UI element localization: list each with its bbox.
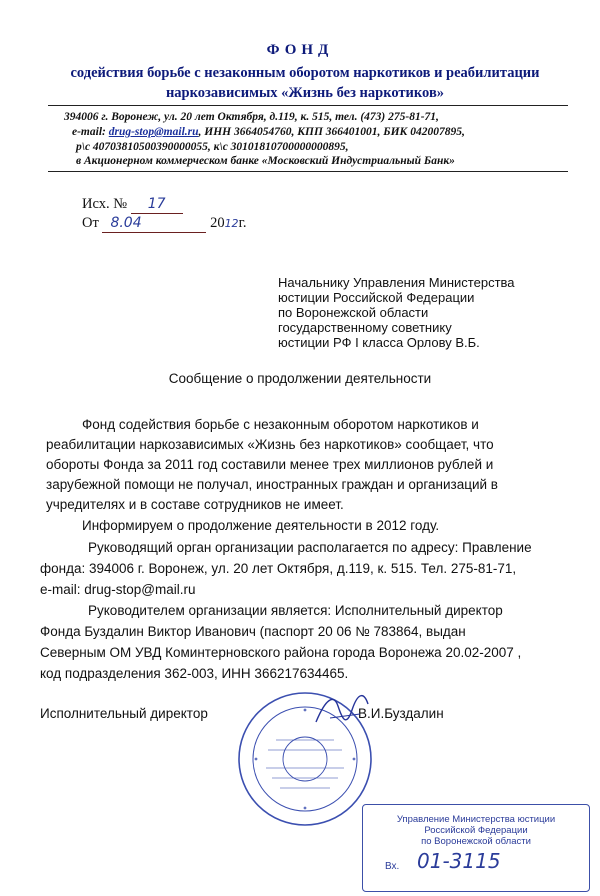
outgoing-number: Исх. № 17: [82, 196, 183, 214]
outgoing-date-value: 8.04: [110, 215, 142, 231]
incoming-registration-stamp: [362, 804, 590, 892]
stamp-incoming-label: Вх.: [385, 861, 400, 872]
fund-title: ФОНД: [266, 42, 334, 58]
addressee-line4: государственному советнику: [278, 320, 452, 335]
body-line1: Фонд содействия борьбе с незаконным оборотом наркотиков и: [82, 417, 479, 432]
body-line13: код подразделения 362-003, ИНН 366217634465.: [40, 666, 349, 681]
handwritten-signature: [312, 688, 372, 732]
addressee-line3: по Воронежской области: [278, 305, 429, 320]
body-line12: Северным ОМ УВД Коминтерновского района города Воронежа 20.02-2007 ,: [40, 645, 522, 660]
outgoing-year-hand: 12: [224, 217, 239, 230]
body-line7: Руководящий орган организации располагается по адресу: Правление: [88, 540, 532, 555]
signature-name: В.И.Буздалин: [358, 706, 444, 721]
stamp-line1: Управление Министерства юстиции: [396, 814, 556, 825]
outgoing-date: От 8.04 2012г.: [82, 215, 247, 231]
stamp-line3: по Воронежской области: [421, 836, 531, 847]
fund-subtitle-line1: содействия борьбе с незаконным оборотом наркотиков и реабилитации: [70, 65, 540, 81]
addressee-line5: юстиции РФ I класса Орлову В.Б.: [278, 335, 480, 350]
stamp-incoming-number: 01-3115: [417, 849, 501, 873]
body-line4: зарубежной помощи не получал, иностранных граждан и организаций в: [46, 477, 498, 492]
letter-subject: Сообщение о продолжении деятельности: [168, 371, 432, 386]
body-line11: Фонда Буздалин Виктор Иванович (паспорт 20 06 № 783864, выдан: [40, 624, 466, 639]
signature-position: Исполнительный директор: [40, 706, 208, 721]
body-line9: e-mail: drug-stop@mail.ru: [40, 582, 196, 597]
outgoing-number-value: 17: [147, 196, 166, 212]
requisites-bank-ids: e-mail: drug-stop@mail.ru, ИНН 3664054760, КПП 366401001, БИК 042007895,: [72, 126, 465, 138]
header-rule: [48, 105, 568, 106]
stamp-line2: Российской Федерации: [424, 825, 528, 836]
fund-subtitle-line2: наркозависимых «Жизнь без наркотиков»: [165, 85, 445, 101]
body-line3: обороты Фонда за 2011 год составили менее трех миллионов рублей и: [46, 457, 494, 472]
body-line5: учредителях и в составе сотрудников не имеет.: [46, 497, 344, 512]
body-line6: Информируем о продолжение деятельности в 2012 году.: [82, 518, 440, 533]
requisites-accounts: р\с 40703810500390000055, к\с 30101810700000000895,: [76, 141, 349, 153]
body-line2: реабилитации наркозависимых «Жизнь без наркотиков» сообщает, что: [46, 437, 494, 452]
requisites-bank: в Акционерном коммерческом банке «Московский Индустриальный Банк»: [76, 155, 455, 167]
email-link[interactable]: drug-stop@mail.ru: [108, 126, 199, 138]
body-line8: фонда: 394006 г. Воронеж, ул. 20 лет Октября, д.119, к. 515. Тел. 275-81-71,: [40, 561, 517, 576]
requisites-rule: [48, 171, 568, 172]
addressee-line2: юстиции Российской Федерации: [278, 290, 475, 305]
addressee-line1: Начальнику Управления Министерства: [278, 275, 515, 290]
body-line10: Руководителем организации является: Исполнительный директор: [88, 603, 503, 618]
requisites-address: 394006 г. Воронеж, ул. 20 лет Октября, д.119, к. 515, тел. (473) 275-81-71,: [64, 111, 439, 123]
